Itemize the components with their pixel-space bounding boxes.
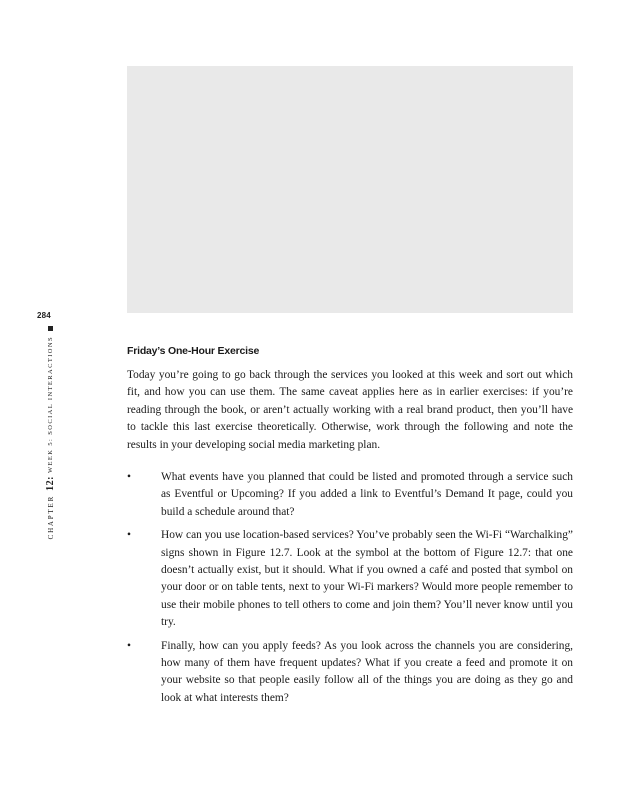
bullet-item	[127, 527, 573, 631]
running-head-chapter-number: 12:	[45, 476, 56, 491]
bullet-item	[127, 638, 573, 708]
bullet-icon: •	[127, 471, 131, 483]
page-number: 284	[37, 311, 51, 320]
bullet-icon: •	[127, 529, 131, 542]
intro-paragraph: Today you’re going to go back through the services you looked at this week and sort out which fit, and how you can use them. The same caveat applies here as in earlier exercises: if you’re reading through the book, or aren’t actually working with a real brand product, then you’ll have to tackle this last exercise theoretically. Otherwise, work through the following and note the results in your developing social media marketing plan.	[127, 369, 573, 451]
bullet-text: How can you use location-based services? You’ve probably seen the Wi-Fi “Warchalking” signs shown in Figure 12.7. Look at the symbol at the bottom of Figure 12.7: that one doesn’t actually exist, but it should. What if you owned a café and posted that symbol on your door or on table tents, next to your Wi-Fi markers? Would more people remember to use their mobile phones to tell others to come and join them? You’ll never know until you try.	[161, 529, 573, 629]
bullet-text: Finally, how can you apply feeds? As you look across the channels you are considering, how many of them have frequent updates? What if you create a feed and promote it on your website so that people easily follow all of the things you are doing as they go and look at what interests them?	[161, 639, 573, 704]
figure-placeholder	[127, 66, 573, 313]
bullet-text: What events have you planned that could be listed and promoted through a service such as Eventful or Upcoming? If you added a link to Eventful’s Demand It page, could you build a schedule around that?	[161, 471, 573, 518]
bullet-item	[127, 469, 573, 521]
square-bullet-icon	[48, 326, 53, 331]
bullet-icon: •	[127, 639, 131, 652]
running-head-chapter-label: CHAPTER	[46, 494, 55, 540]
bullet-list	[127, 469, 573, 713]
section-heading: Friday’s One-Hour Exercise	[127, 345, 260, 357]
running-head-chapter-title: WEEK 5: SOCIAL INTERACTIONS	[47, 336, 54, 474]
